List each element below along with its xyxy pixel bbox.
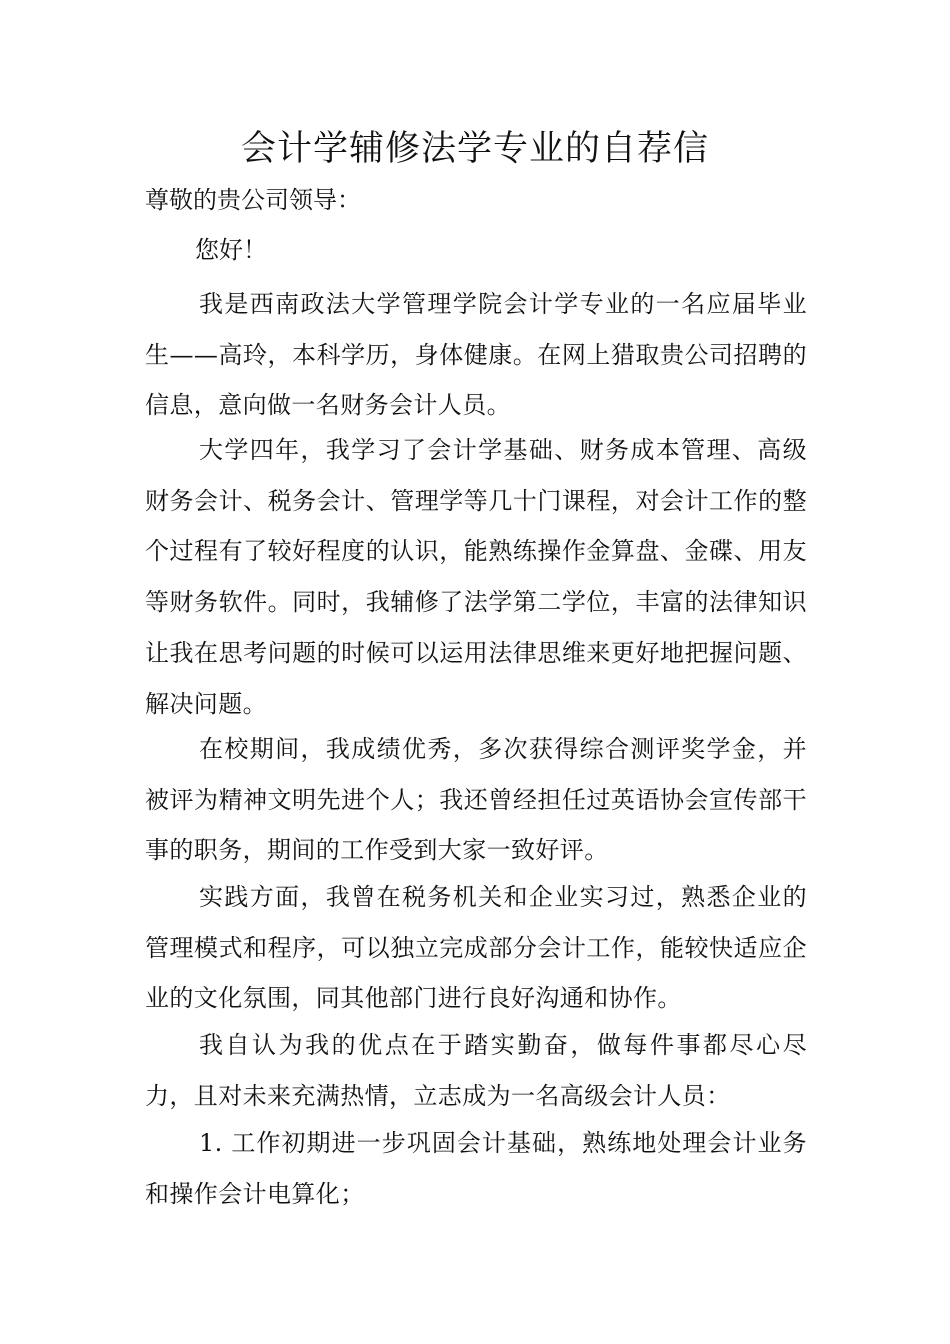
greeting: 您好！: [195, 236, 267, 264]
paragraph-introduction: 我是西南政法大学管理学院会计学专业的一名应届毕业生——高玲，本科学历，身体健康。在网上猎取贵公司招聘的信息，意向做一名财务会计人员。: [145, 290, 807, 420]
paragraph-strengths: 我自认为我的优点在于踏实勤奋，做每件事都尽心尽力，且对未来充满热情，立志成为一名高级会计人员：: [145, 1031, 807, 1110]
paragraph-education: 大学四年，我学习了会计学基础、财务成本管理、高级财务会计、税务会计、管理学等几十门课程，对会计工作的整个过程有了较好程度的认识，能熟练操作金算盘、金碟、用友等财务软件。同时，我辅修了法学第二学位，丰富的法律知识让我在思考问题的时候可以运用法律思维来更好地把握问题、解决问题。: [145, 436, 807, 718]
document-title: 会计学辅修法学专业的自荐信: [240, 129, 709, 169]
salutation: 尊敬的贵公司领导：: [145, 186, 361, 214]
paragraph-plan-item-1: 1. 工作初期进一步巩固会计基础，熟练地处理会计业务和操作会计电算化；: [145, 1129, 807, 1208]
paragraph-practice: 实践方面，我曾在税务机关和企业实习过，熟悉企业的管理模式和程序，可以独立完成部分会计工作，能较快适应企业的文化氛围，同其他部门进行良好沟通和协作。: [145, 883, 807, 1013]
paragraph-campus-achievements: 在校期间，我成绩优秀，多次获得综合测评奖学金，并被评为精神文明先进个人；我还曾经担任过英语协会宣传部干事的职务，期间的工作受到大家一致好评。: [145, 735, 807, 865]
